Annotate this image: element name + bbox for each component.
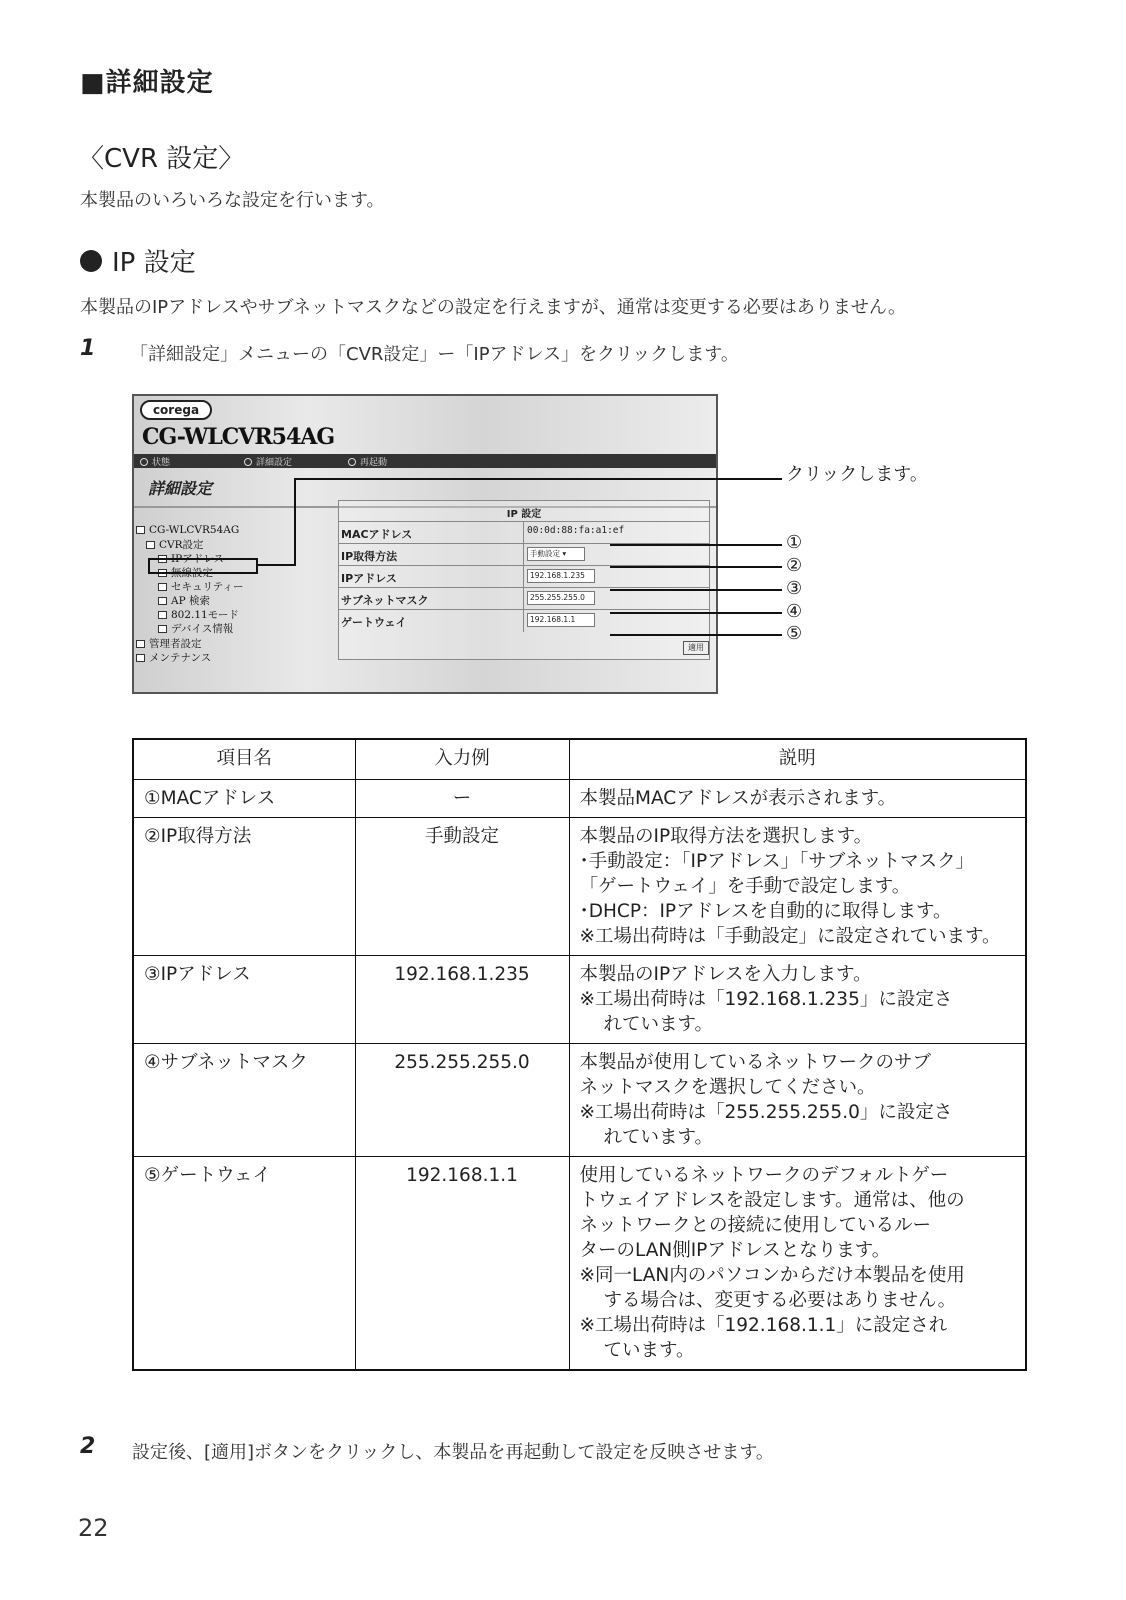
step-1-text: 「詳細設定」メニューの「CVR設定」ー「IPアドレス」をクリックします。 — [130, 344, 739, 365]
ip-method-label: IP取得方法 — [341, 550, 398, 563]
cell-desc: 本製品が使用しているネットワークのサブ ネットマスクを選択してください。 ※工場出荷時は「255.255.255.0」に設定さ れています。 — [569, 1043, 1026, 1156]
connector-line — [610, 589, 782, 591]
tree-item-cvr-settings[interactable]: CVR設定 — [146, 537, 204, 552]
folder-icon — [136, 526, 145, 534]
table-row — [133, 779, 1026, 817]
header-example: 入力例 — [355, 739, 569, 779]
callout-1: ① — [786, 532, 803, 553]
page-icon — [158, 597, 167, 605]
gateway-input[interactable]: 192.168.1.1 — [527, 613, 595, 627]
tree-item-ap-search[interactable]: AP 検索 — [158, 593, 210, 608]
header-item-name: 項目名 — [133, 739, 355, 779]
connector-line — [294, 478, 782, 480]
tree-item-admin-settings[interactable]: 管理者設定 — [136, 636, 202, 651]
click-annotation: クリックします。 — [786, 464, 928, 485]
settings-table — [132, 738, 1027, 1371]
connector-line — [610, 634, 782, 636]
screenshot-page-title: 詳細設定 — [148, 479, 213, 498]
tree-item-ip-address[interactable]: IPアドレス — [158, 551, 224, 566]
apply-button[interactable]: 適用 — [683, 641, 709, 655]
ip-address-label: IPアドレス — [341, 572, 397, 585]
folder-icon — [136, 640, 145, 648]
step-1-number: 1 — [80, 336, 96, 361]
ip-settings-description: 本製品のIPアドレスやサブネットマスクなどの設定を行えますが、通常は変更する必要はありません。 — [80, 297, 906, 318]
tree-item-security[interactable]: セキュリティー — [158, 579, 243, 594]
cell-name: ③IPアドレス — [133, 955, 355, 1043]
cell-example: 手動設定 — [355, 817, 569, 955]
chevron-down-icon: ▾ — [562, 549, 567, 558]
ip-settings-panel — [338, 500, 710, 660]
cell-example: ー — [355, 779, 569, 817]
mac-address-label: MACアドレス — [341, 528, 413, 541]
cell-desc: 本製品MACアドレスが表示されます。 — [569, 779, 1026, 817]
cell-name: ④サブネットマスク — [133, 1043, 355, 1156]
table-row — [133, 955, 1026, 1043]
connector-line — [610, 566, 782, 568]
table-row — [133, 1156, 1026, 1370]
ip-address-highlight-box — [148, 558, 258, 574]
connector-line — [294, 478, 296, 566]
cell-example: 192.168.1.1 — [355, 1156, 569, 1370]
tree-item-wireless-settings[interactable]: 無線設定 — [158, 565, 213, 580]
page-icon — [158, 611, 167, 619]
row-ip-method — [339, 543, 709, 565]
step-2-text: 設定後、[適用]ボタンをクリックし、本製品を再起動して設定を反映させます。 — [132, 1442, 774, 1463]
ip-address-input[interactable]: 192.168.1.235 — [527, 569, 595, 583]
tree-item-root[interactable]: CG-WLCVR54AG — [136, 524, 239, 536]
menu-status[interactable]: 状態 — [140, 455, 170, 468]
section-title: ■詳細設定 — [80, 68, 214, 98]
ip-settings-title — [80, 242, 196, 279]
menu-advanced-settings[interactable]: 詳細設定 — [244, 455, 292, 468]
row-ip-address — [339, 565, 709, 587]
product-name: CG-WLCVR54AG — [142, 424, 335, 450]
ip-settings-title-text: IP 設定 — [112, 248, 196, 278]
cell-name: ①MACアドレス — [133, 779, 355, 817]
cell-desc: 本製品のIP取得方法を選択します。 ･手動設定：「IPアドレス」「サブネットマスク」 「ゲートウェイ」を手動で設定します。 ･DHCP：IPアドレスを自動的に取得します。 ※工場出荷時は「手動設定」に設定されています。 — [569, 817, 1026, 955]
header-description: 説明 — [569, 739, 1026, 779]
gateway-label: ゲートウェイ — [341, 616, 407, 629]
subnet-mask-input[interactable]: 255.255.255.0 — [527, 591, 595, 605]
callout-2: ② — [786, 555, 803, 576]
folder-icon — [146, 541, 155, 549]
corega-logo: corega — [140, 400, 212, 420]
cell-name: ②IP取得方法 — [133, 817, 355, 955]
table-row — [133, 1043, 1026, 1156]
cell-desc: 使用しているネットワークのデフォルトゲー トウェイアドレスを設定します。通常は、他の ネットワークとの接続に使用しているルー ターのLAN側IPアドレスとなります。 ※同一LAN内のパソコンからだけ本製品を使用 する場合は、変更する必要はありません。 ※工場出荷時は「192.168.1.1」に設定され ています。 — [569, 1156, 1026, 1370]
menu-restart[interactable]: 再起動 — [348, 455, 387, 468]
tree-item-80211-mode[interactable]: 802.11モード — [158, 607, 239, 622]
subnet-mask-label: サブネットマスク — [341, 594, 429, 607]
page-icon — [158, 625, 167, 633]
connector-line — [610, 612, 782, 614]
callout-3: ③ — [786, 578, 803, 599]
tree-item-device-info[interactable]: デバイス情報 — [158, 621, 233, 636]
bullet-icon — [80, 250, 102, 272]
sub-title: 〈CVR 設定〉 — [78, 144, 245, 174]
table-header-row — [133, 739, 1026, 779]
mac-address-value: 00:0d:88:fa:a1:ef — [527, 525, 625, 536]
cell-example: 255.255.255.0 — [355, 1043, 569, 1156]
folder-icon — [136, 654, 145, 662]
connector-line — [610, 544, 782, 546]
cell-example: 192.168.1.235 — [355, 955, 569, 1043]
ip-method-select[interactable]: 手動設定 ▾ — [527, 547, 585, 561]
cell-name: ⑤ゲートウェイ — [133, 1156, 355, 1370]
callout-5: ⑤ — [786, 623, 803, 644]
connector-line — [258, 564, 296, 566]
page-number: 22 — [78, 1514, 109, 1542]
page-icon — [158, 583, 167, 591]
table-row — [133, 817, 1026, 955]
step-2-number: 2 — [80, 1434, 96, 1459]
callout-4: ④ — [786, 601, 803, 622]
menu-bar — [134, 454, 718, 468]
cell-desc: 本製品のIPアドレスを入力します。 ※工場出荷時は「192.168.1.235」に設定さ れています。 — [569, 955, 1026, 1043]
panel-title: IP 設定 — [506, 509, 542, 520]
tree-item-maintenance[interactable]: メンテナンス — [136, 650, 211, 665]
sub-description: 本製品のいろいろな設定を行います。 — [80, 190, 385, 211]
row-mac-address — [339, 521, 709, 543]
